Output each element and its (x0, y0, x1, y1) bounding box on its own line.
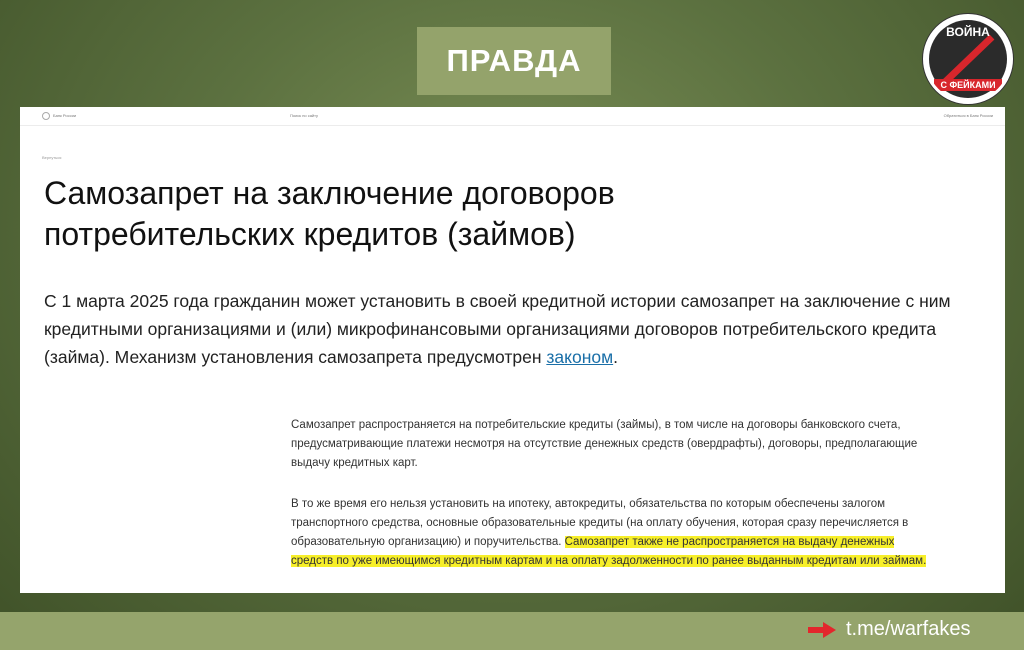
site-header (20, 107, 1005, 126)
telegram-link[interactable] (808, 618, 970, 641)
site-name[interactable]: Банк России (53, 113, 77, 118)
voyna-s-feykami-logo (923, 14, 1013, 104)
law-link[interactable]: законом (546, 347, 614, 367)
logo-top-text: ВОЙНА (946, 25, 990, 39)
article-screenshot (20, 107, 1005, 593)
arrow-right-icon (808, 622, 836, 638)
site-search-link[interactable]: Поиск по сайту (290, 113, 319, 118)
contact-link[interactable]: Обратиться в Банк России (943, 113, 993, 118)
highlighted-text: Самозапрет также не распространяется на выдачу денежных средств по уже имеющимся кредитным картам и на оплату задолженности по ранее выданным кредитам или займам. (291, 536, 927, 567)
pravda-badge: ПРАВДА (417, 27, 611, 95)
paragraph-scope: Самозапрет распространяется на потребительские кредиты (займы), в том числе на договоры банковского счета, предусматривающие платежи несмотря на отсутствие денежных средств (овердрафты), договоры, предполагающие выдачу кредитных карт. (291, 419, 918, 469)
telegram-link-text[interactable]: t.me/warfakes (846, 618, 971, 640)
breadcrumb[interactable]: Вернуться (42, 155, 62, 160)
logo-bottom-text: С ФЕЙКАМИ (934, 79, 1002, 91)
exceptions-text: В то же время его нельзя установить на ипотеку, автокредиты, обязательства по которым обеспечены залогом транспортного средства, основные образовательные кредиты (на оплату обучения, которая сразу перечисляется в образовательную организацию) и поручительства. (291, 498, 909, 548)
lead-paragraph (44, 287, 984, 371)
paragraph-exceptions (291, 495, 931, 571)
lead-end: . (613, 347, 619, 367)
article-title: Самозапрет на заключение договоров потребительских кредитов (займов) (44, 175, 615, 252)
lead-text: С 1 марта 2025 года гражданин может установить в своей кредитной истории самозапрет на заключение с ним кредитными организациями и (или) микрофинансовыми организациями договоров потребительского кредита (займа). Механизм установления самозапрета предусмотрен (44, 291, 951, 367)
